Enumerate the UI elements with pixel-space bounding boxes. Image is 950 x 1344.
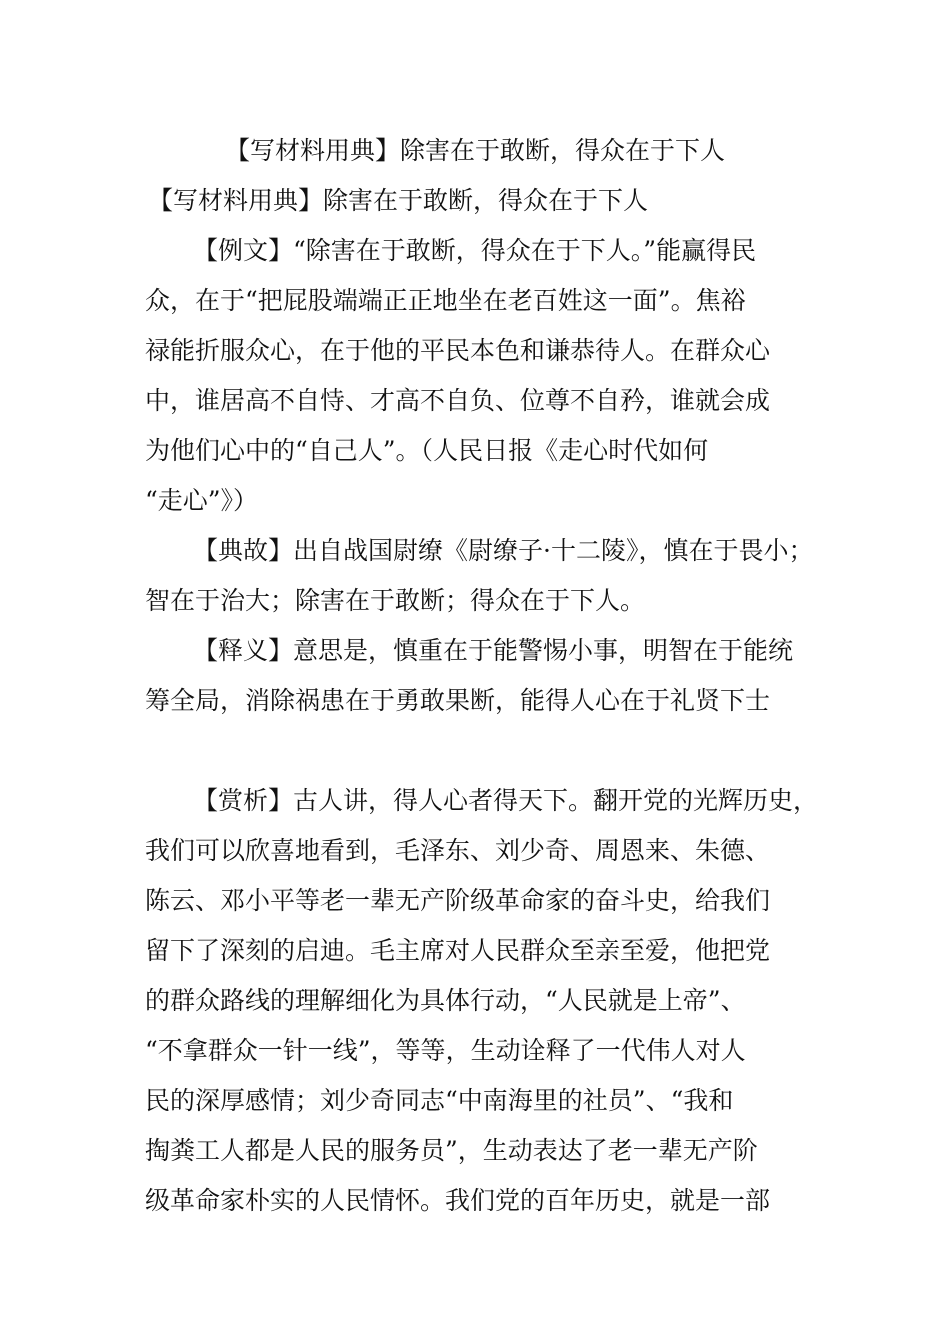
allusion-line-2: 智在于治大；除害在于敢断；得众在于下人。 <box>145 586 646 615</box>
example-line-1: 【例文】“除害在于敢断，得众在于下人。”能赢得民 <box>193 236 757 265</box>
analysis-line-7: 民的深厚感情；刘少奇同志“中南海里的社员”、“我和 <box>145 1086 734 1115</box>
allusion-line-1: 【典故】出自战国尉缭《尉缭子·十二陵》，慎在于畏小； <box>193 536 814 565</box>
analysis-line-9: 级革命家朴实的人民情怀。我们党的百年历史，就是一部 <box>145 1186 771 1215</box>
analysis-line-8: 掏粪工人都是人民的服务员”，生动表达了老一辈无产阶 <box>145 1136 758 1165</box>
meaning-line-2: 筹全局，消除祸患在于勇敢果断，能得人心在于礼贤下士 <box>145 686 771 715</box>
analysis-line-5: 的群众路线的理解细化为具体行动，“人民就是上帝”、 <box>145 986 746 1015</box>
example-line-5: 为他们心中的“自己人”。（人民日报《走心时代如何 <box>145 436 709 465</box>
analysis-line-3: 陈云、邓小平等老一辈无产阶级革命家的奋斗史，给我们 <box>145 886 771 915</box>
analysis-line-1: 【赏析】古人讲，得人心者得天下。翻开党的光辉历史， <box>193 786 819 815</box>
example-line-4: 中，谁居高不自恃、才高不自负、位尊不自矜，谁就会成 <box>145 386 771 415</box>
example-line-3: 禄能折服众心，在于他的平民本色和谦恭待人。在群众心 <box>145 336 771 365</box>
analysis-line-4: 留下了深刻的启迪。毛主席对人民群众至亲至爱，他把党 <box>145 936 771 965</box>
analysis-line-6: “不拿群众一针一线”，等等，生动诠释了一代伟人对人 <box>145 1036 746 1065</box>
analysis-line-2: 我们可以欣喜地看到，毛泽东、刘少奇、周恩来、朱德、 <box>145 836 771 865</box>
document-subtitle: 【写材料用典】除害在于敢断，得众在于下人 <box>148 186 649 215</box>
example-line-6: “走心”》） <box>145 486 259 515</box>
meaning-line-1: 【释义】意思是，慎重在于能警惕小事，明智在于能统 <box>193 636 794 665</box>
document-title: 【写材料用典】除害在于敢断，得众在于下人 <box>224 136 725 165</box>
example-line-2: 众，在于“把屁股端端正正地坐在老百姓这一面”。焦裕 <box>145 286 746 315</box>
